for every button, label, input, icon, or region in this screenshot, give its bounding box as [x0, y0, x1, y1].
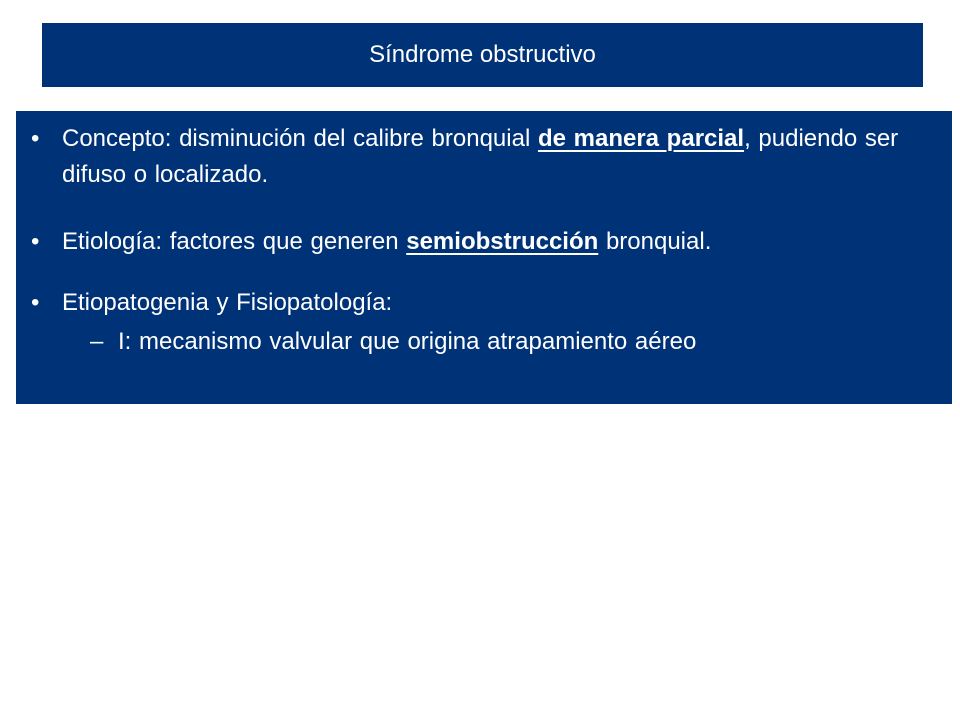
bullet-prefix: Concepto: disminución del calibre bronquial — [62, 125, 538, 152]
slide-title: Síndrome obstructivo — [369, 41, 596, 68]
bullet-dot: • — [31, 289, 40, 316]
bullet-emphasis: de manera parcial — [537, 125, 745, 152]
bullet-suffix: , pudiendo ser difuso o localizado. — [62, 125, 899, 188]
bullet-text — [62, 121, 912, 193]
sub-bullet-dash: – — [90, 328, 104, 355]
bullet-text: Etiopatogenia y Fisiopatología: — [62, 289, 393, 316]
bullet-prefix: Etiología: factores que generen — [62, 228, 407, 255]
slide-title-bar — [42, 23, 923, 87]
content-panel — [16, 111, 952, 404]
bullet-suffix: bronquial. — [598, 228, 712, 255]
bullet-dot: • — [31, 228, 40, 255]
bullet-text — [62, 224, 912, 260]
bullet-emphasis: semiobstrucción — [406, 228, 599, 255]
bullet-dot: • — [31, 125, 40, 152]
sub-bullet-text: I: mecanismo valvular que origina atrapamiento aéreo — [118, 328, 697, 355]
